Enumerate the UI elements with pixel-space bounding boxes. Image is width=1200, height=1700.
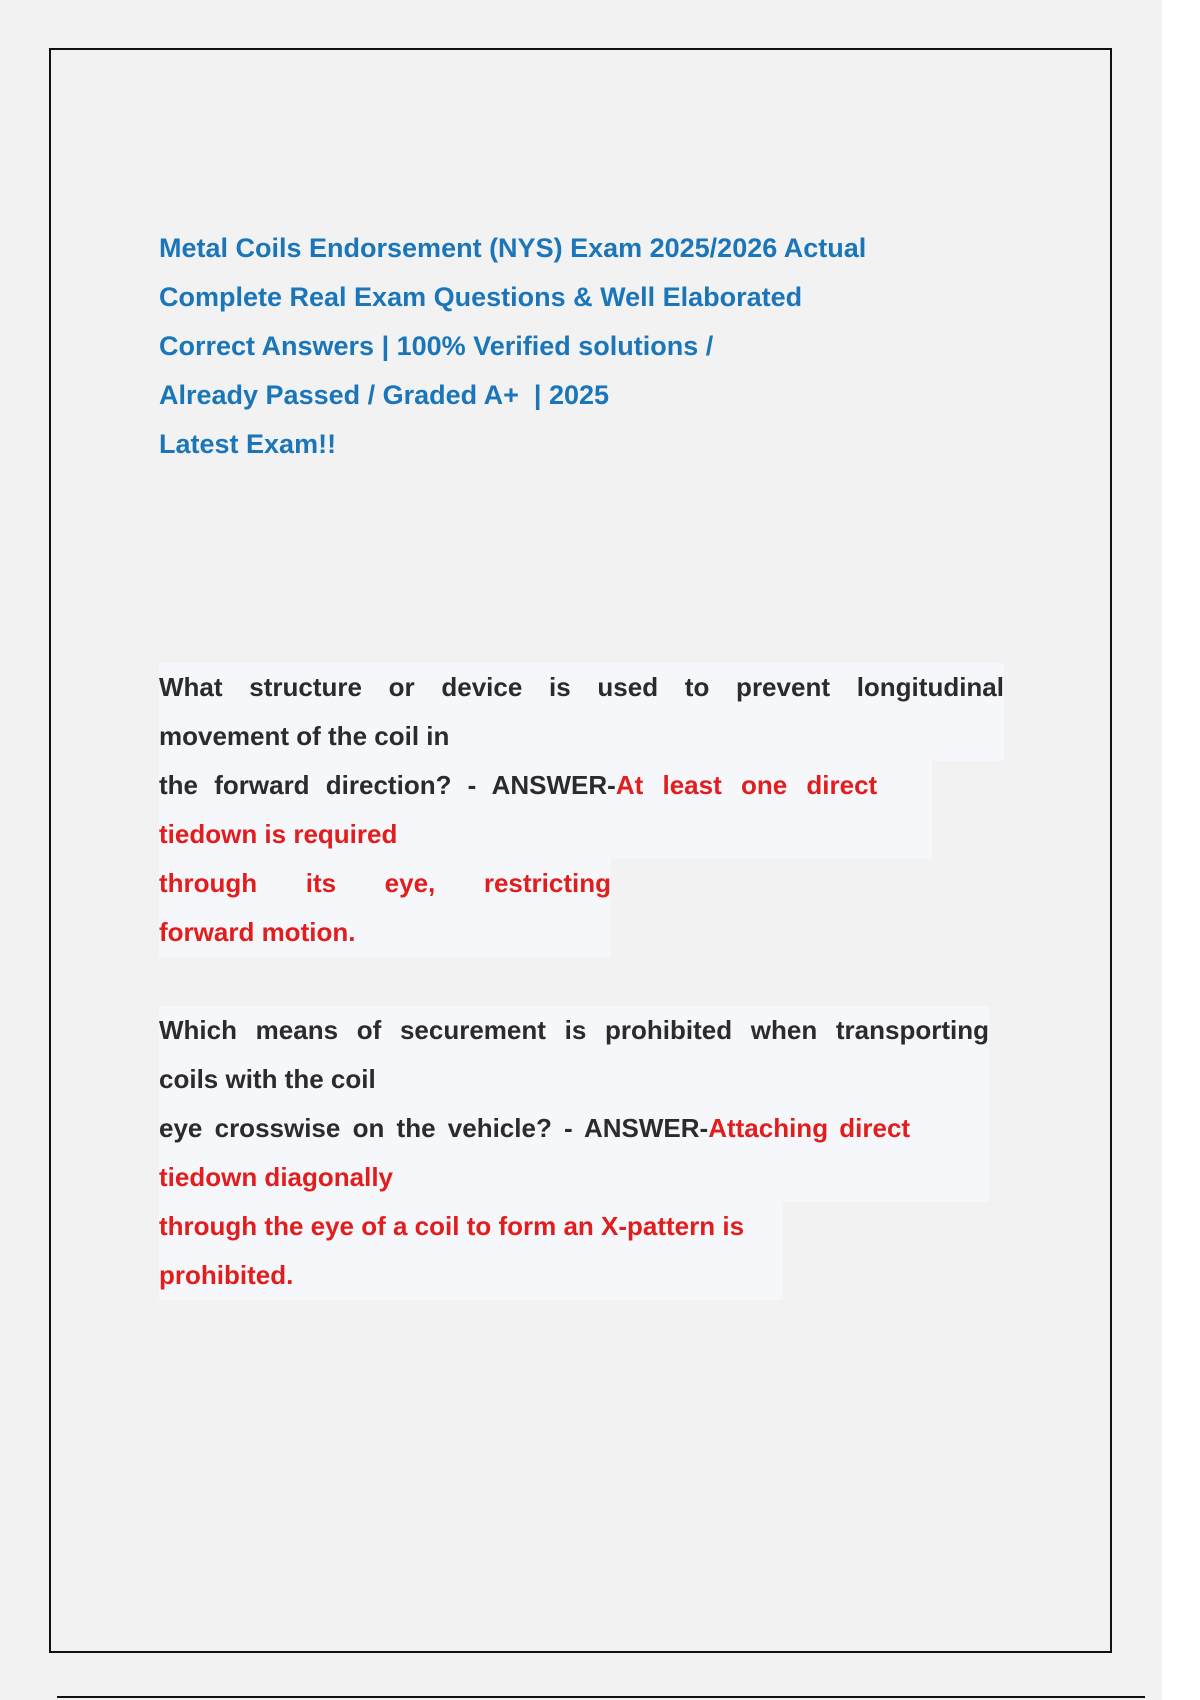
answer-text: prohibited. — [159, 1251, 783, 1300]
document-title — [159, 224, 939, 469]
answer-text: At least one direct — [615, 770, 878, 800]
answer-text: tiedown diagonally — [159, 1153, 989, 1202]
title-line: Complete Real Exam Questions & Well Elaborated — [159, 282, 803, 312]
answer-text: Attaching direct — [708, 1113, 911, 1143]
answer-text: through its eye, restricting — [159, 859, 611, 908]
answer-text: forward motion. — [159, 908, 611, 957]
title-line: Correct Answers | 100% Verified solutions / — [159, 331, 714, 361]
answer-text: through the eye of a coil to form an X-pattern is — [159, 1202, 783, 1251]
question-text: What structure or device is used to prevent longitudinal — [159, 663, 1004, 712]
answer-text: tiedown is required — [159, 810, 932, 859]
question-answer-line — [159, 761, 932, 810]
question-text: the forward direction? - ANSWER- — [159, 770, 616, 800]
qa-item-1 — [159, 663, 1004, 957]
question-text: eye crosswise on the vehicle? - ANSWER- — [159, 1113, 709, 1143]
qa-item-2 — [159, 1006, 989, 1300]
question-answer-line — [159, 1104, 989, 1153]
question-text: coils with the coil — [159, 1055, 989, 1104]
question-text: Which means of securement is prohibited when transporting — [159, 1006, 989, 1055]
title-line: Metal Coils Endorsement (NYS) Exam 2025/2026 Actual — [159, 233, 867, 263]
title-line: Latest Exam!! — [159, 429, 337, 459]
divider — [57, 1696, 1145, 1698]
question-text: movement of the coil in — [159, 712, 1004, 761]
page-gutter — [1162, 0, 1200, 1700]
title-line: Already Passed / Graded A+ | 2025 — [159, 380, 610, 410]
